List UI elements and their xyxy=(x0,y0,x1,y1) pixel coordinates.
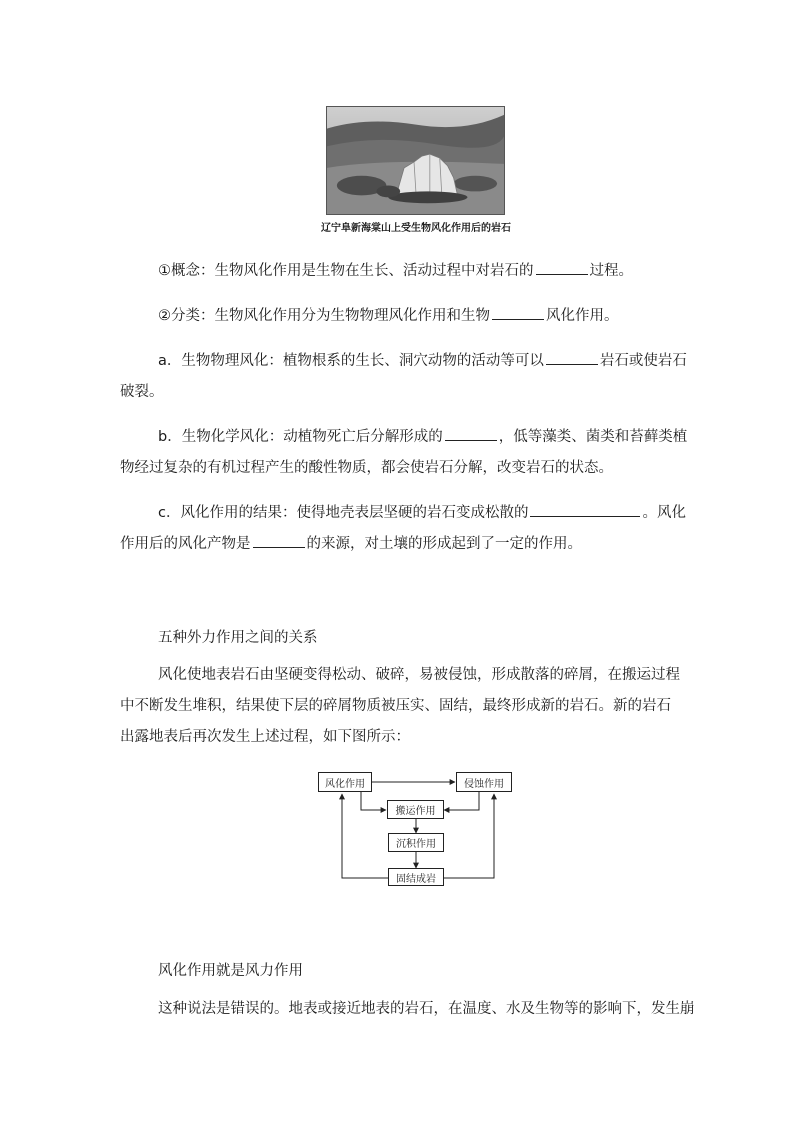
answer-blank[interactable] xyxy=(546,350,598,365)
node-erosion: 侵蚀作用 xyxy=(456,772,512,792)
answer-blank[interactable] xyxy=(530,502,640,517)
section-heading-relations: 五种外力作用之间的关系 xyxy=(158,630,318,646)
node-lithification: 固结成岩 xyxy=(388,868,444,886)
photo-caption: 辽宁阜新海棠山上受生物风化作用后的岩石 xyxy=(321,223,511,234)
node-transport: 搬运作用 xyxy=(387,800,444,819)
node-weathering: 风化作用 xyxy=(318,772,372,792)
item-a-line1: a．生物物理风化：植物根系的生长、洞穴动物的活动等可以 岩石或使岩石 xyxy=(158,344,678,379)
item-b-line1: b．生物化学风化：动植物死亡后分解形成的 ，低等藻类、菌类和苔藓类植 xyxy=(158,420,678,455)
node-deposition: 沉积作用 xyxy=(388,833,444,852)
answer-blank[interactable] xyxy=(492,305,544,320)
external-forces-flowchart xyxy=(316,770,516,884)
answer-blank[interactable] xyxy=(536,260,588,275)
misconception-paragraph: 这种说法是错误的。地表或接近地表的岩石，在温度、水及生物等的影响下，发生崩 xyxy=(158,1001,695,1017)
item-c-line2: 作用后的风化产物是 的来源，对土壤的形成起到了一定的作用。 xyxy=(120,527,680,562)
item-b-line2: 物经过复杂的有机过程产生的酸性物质，都会使岩石分解，改变岩石的状态。 xyxy=(120,460,613,476)
types-paragraph: ②分类：生物风化作用分为生物物理风化作用和生物 风化作用。 xyxy=(120,299,680,334)
weathered-rock-photo xyxy=(326,106,505,215)
section-heading-misconception: 风化作用就是风力作用 xyxy=(158,963,303,979)
item-a-line2: 破裂。 xyxy=(120,384,164,400)
concept-paragraph: ①概念：生物风化作用是生物在生长、活动过程中对岩石的 过程。 xyxy=(120,254,680,289)
item-c-line1: c．风化作用的结果：使得地壳表层坚硬的岩石变成松散的 。风化 xyxy=(158,496,678,531)
relations-paragraph: 风化使地表岩石由坚硬变得松动、破碎，易被侵蚀，形成散落的碎屑，在搬运过程中不断发生堆积，结果使下层的碎屑物质被压实、固结，最终形成新的岩石。新的岩石出露地表后再次发生上述过程，如下图所示： xyxy=(120,667,680,745)
answer-blank[interactable] xyxy=(445,426,497,441)
answer-blank[interactable] xyxy=(253,533,305,548)
